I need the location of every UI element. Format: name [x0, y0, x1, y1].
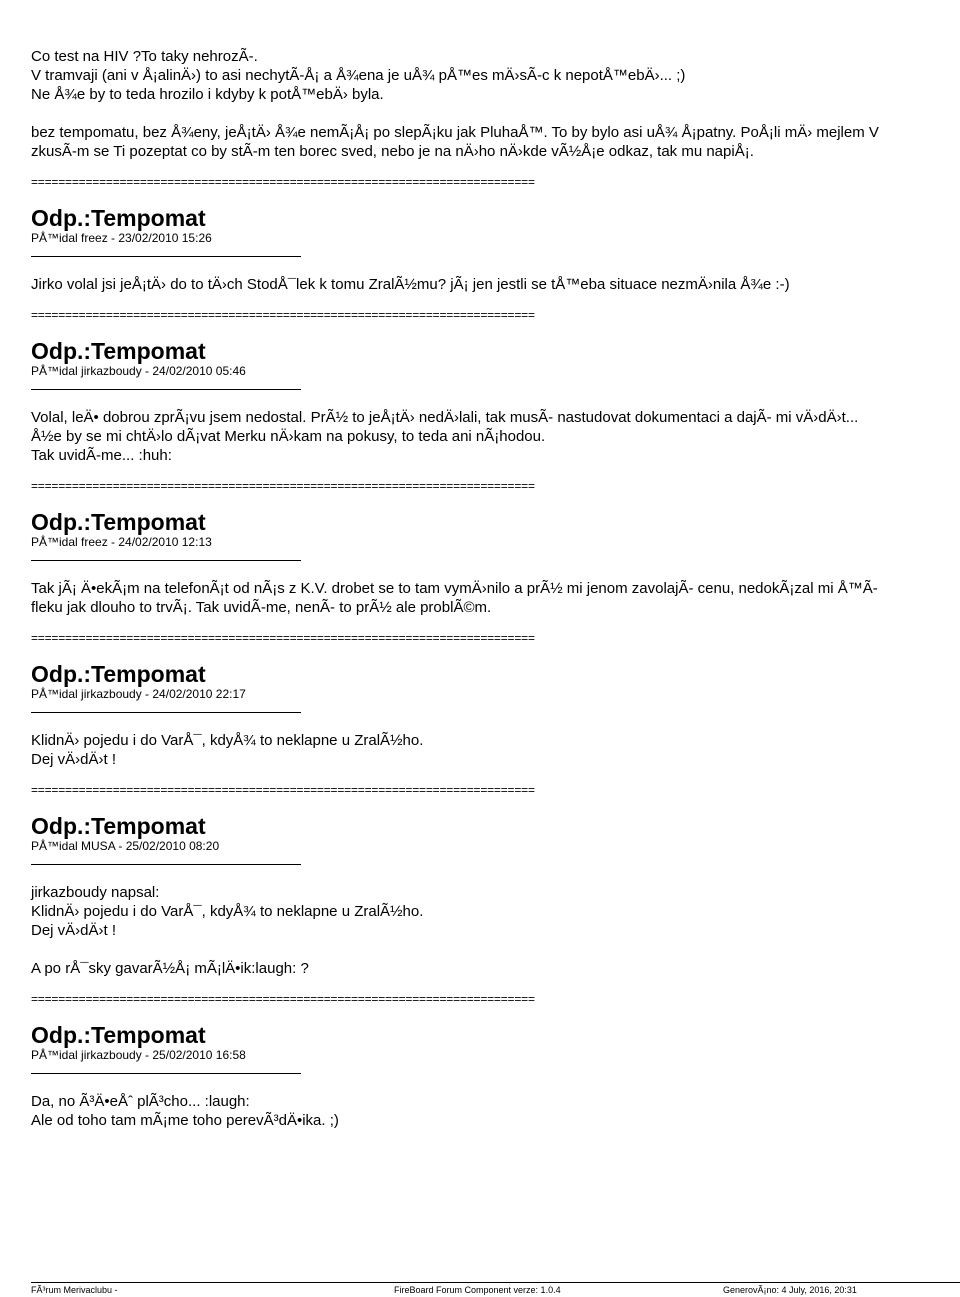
post-text-line: fleku jak dlouho to trvÃ¡. Tak uvidÃ-me, nenÃ- to prÃ½ ale problÃ©m. [31, 599, 492, 616]
post-title: Odp.:Tempomat [31, 813, 206, 839]
post-text-line: Jirko volal jsi jeÅ¡tÄ› do to tÄ›ch StodÅ¯lek k tomu ZralÃ½mu? jÃ¡ jen jestli se tÅ™eba situace nezmÄ›nila Å¾e :-) [31, 276, 790, 293]
reply-post [31, 813, 960, 978]
footer-component-version: FireBoard Forum Component verze: 1.0.4 [394, 1285, 561, 1295]
separator: ========================================================================== [31, 992, 535, 1006]
post-text-line: Dej vÄ›dÄ›t ! [31, 751, 117, 768]
post-title: Odp.:Tempomat [31, 509, 206, 535]
post-divider [31, 256, 301, 257]
post-meta: PÅ™idal jirkazboudy - 24/02/2010 22:17 [31, 687, 246, 701]
post-meta: PÅ™idal jirkazboudy - 25/02/2010 16:58 [31, 1048, 246, 1062]
post-title: Odp.:Tempomat [31, 1022, 206, 1048]
intro-post-body [31, 47, 960, 161]
separator: ========================================================================== [31, 308, 535, 322]
post-divider [31, 712, 301, 713]
reply-post [31, 661, 960, 769]
post-text-line: Ale od toho tam mÃ¡me toho perevÃ³dÄ•ika. ;) [31, 1112, 339, 1129]
post-meta: PÅ™idal freez - 23/02/2010 15:26 [31, 231, 212, 245]
post-text-line: V tramvaji (ani v Å¡alinÄ›) to asi nechytÃ-Å¡ a Å¾ena je uÅ¾ pÅ™es mÄ›sÃ-c k nepotÅ™ebÄ›... ;) [31, 67, 686, 84]
post-divider [31, 1073, 301, 1074]
post-text-line: Tak uvidÃ-me... :huh: [31, 447, 172, 464]
post-text-line [31, 940, 960, 959]
post-text-line: KlidnÄ› pojedu i do VarÅ¯, kdyÅ¾ to neklapne u ZralÃ½ho. [31, 903, 424, 920]
footer-forum-name: FÃ³rum Merivaclubu - [31, 1285, 118, 1295]
post-text-line: KlidnÄ› pojedu i do VarÅ¯, kdyÅ¾ to neklapne u ZralÃ½ho. [31, 732, 424, 749]
reply-post [31, 509, 960, 617]
post-meta: PÅ™idal MUSA - 25/02/2010 08:20 [31, 839, 220, 853]
separator: ========================================================================== [31, 479, 535, 493]
reply-post [31, 205, 960, 294]
post-title: Odp.:Tempomat [31, 338, 206, 364]
post-text-line: bez tempomatu, bez Å¾eny, jeÅ¡tÄ› Å¾e nemÃ¡Å¡ po slepÃ¡ku jak PluhaÅ™. To by bylo asi uÅ¾ Å¡patny. PoÅ¡li mÄ› mejlem V [31, 124, 879, 141]
post-text-line [31, 104, 960, 123]
post-divider [31, 864, 301, 865]
separator: ========================================================================== [31, 175, 535, 189]
reply-post [31, 338, 960, 465]
post-meta: PÅ™idal freez - 24/02/2010 12:13 [31, 535, 212, 549]
post-title: Odp.:Tempomat [31, 661, 206, 687]
post-text-line: Volal, leÄ• dobrou zprÃ¡vu jsem nedostal. PrÃ½ to jeÅ¡tÄ› nedÄ›lali, tak musÃ- nastudovat dokumentaci a dajÃ- mi vÄ›dÄ›t... [31, 409, 859, 426]
post-text-line: Å½e by se mi chtÄ›lo dÃ¡vat Merku nÄ›kam na pokusy, to teda ani nÃ¡hodou. [31, 428, 546, 445]
separator: ========================================================================== [31, 631, 535, 645]
separator: ========================================================================== [31, 783, 535, 797]
quote-author: jirkazboudy napsal: [31, 884, 160, 901]
post-text-line: Tak jÃ¡ Ä•ekÃ¡m na telefonÃ¡t od nÃ¡s z K.V. drobet se to tam vymÄ›nilo a prÃ½ mi jenom zavolajÃ- cenu, nedokÃ¡zal mi Å™Ã- [31, 580, 878, 597]
post-divider [31, 560, 301, 561]
reply-post [31, 1022, 960, 1130]
post-meta: PÅ™idal jirkazboudy - 24/02/2010 05:46 [31, 364, 246, 378]
post-text-line: Co test na HIV ?To taky nehrozÃ-. [31, 48, 258, 65]
forum-thread [31, 0, 960, 1130]
post-text-line: A po rÅ¯sky gavarÃ½Å¡ mÃ¡lÄ•ik:laugh: ? [31, 960, 309, 977]
post-text-line: Da, no Ã³Ä•eÅˆ plÃ³cho... :laugh: [31, 1093, 250, 1110]
post-text-line: zkusÃ-m se Ti pozeptat co by stÃ-m ten borec sved, nebo je na nÄ›ho nÄ›kde vÃ½Å¡e odkaz, tak mu napiÅ¡. [31, 143, 754, 160]
footer-generated-date: GenerovÃ¡no: 4 July, 2016, 20:31 [723, 1285, 857, 1295]
page-footer [31, 1282, 960, 1295]
post-text-line: Ne Å¾e by to teda hrozilo i kdyby k potÅ™ebÄ› byla. [31, 86, 384, 103]
post-title: Odp.:Tempomat [31, 205, 206, 231]
post-divider [31, 389, 301, 390]
post-text-line: Dej vÄ›dÄ›t ! [31, 922, 117, 939]
